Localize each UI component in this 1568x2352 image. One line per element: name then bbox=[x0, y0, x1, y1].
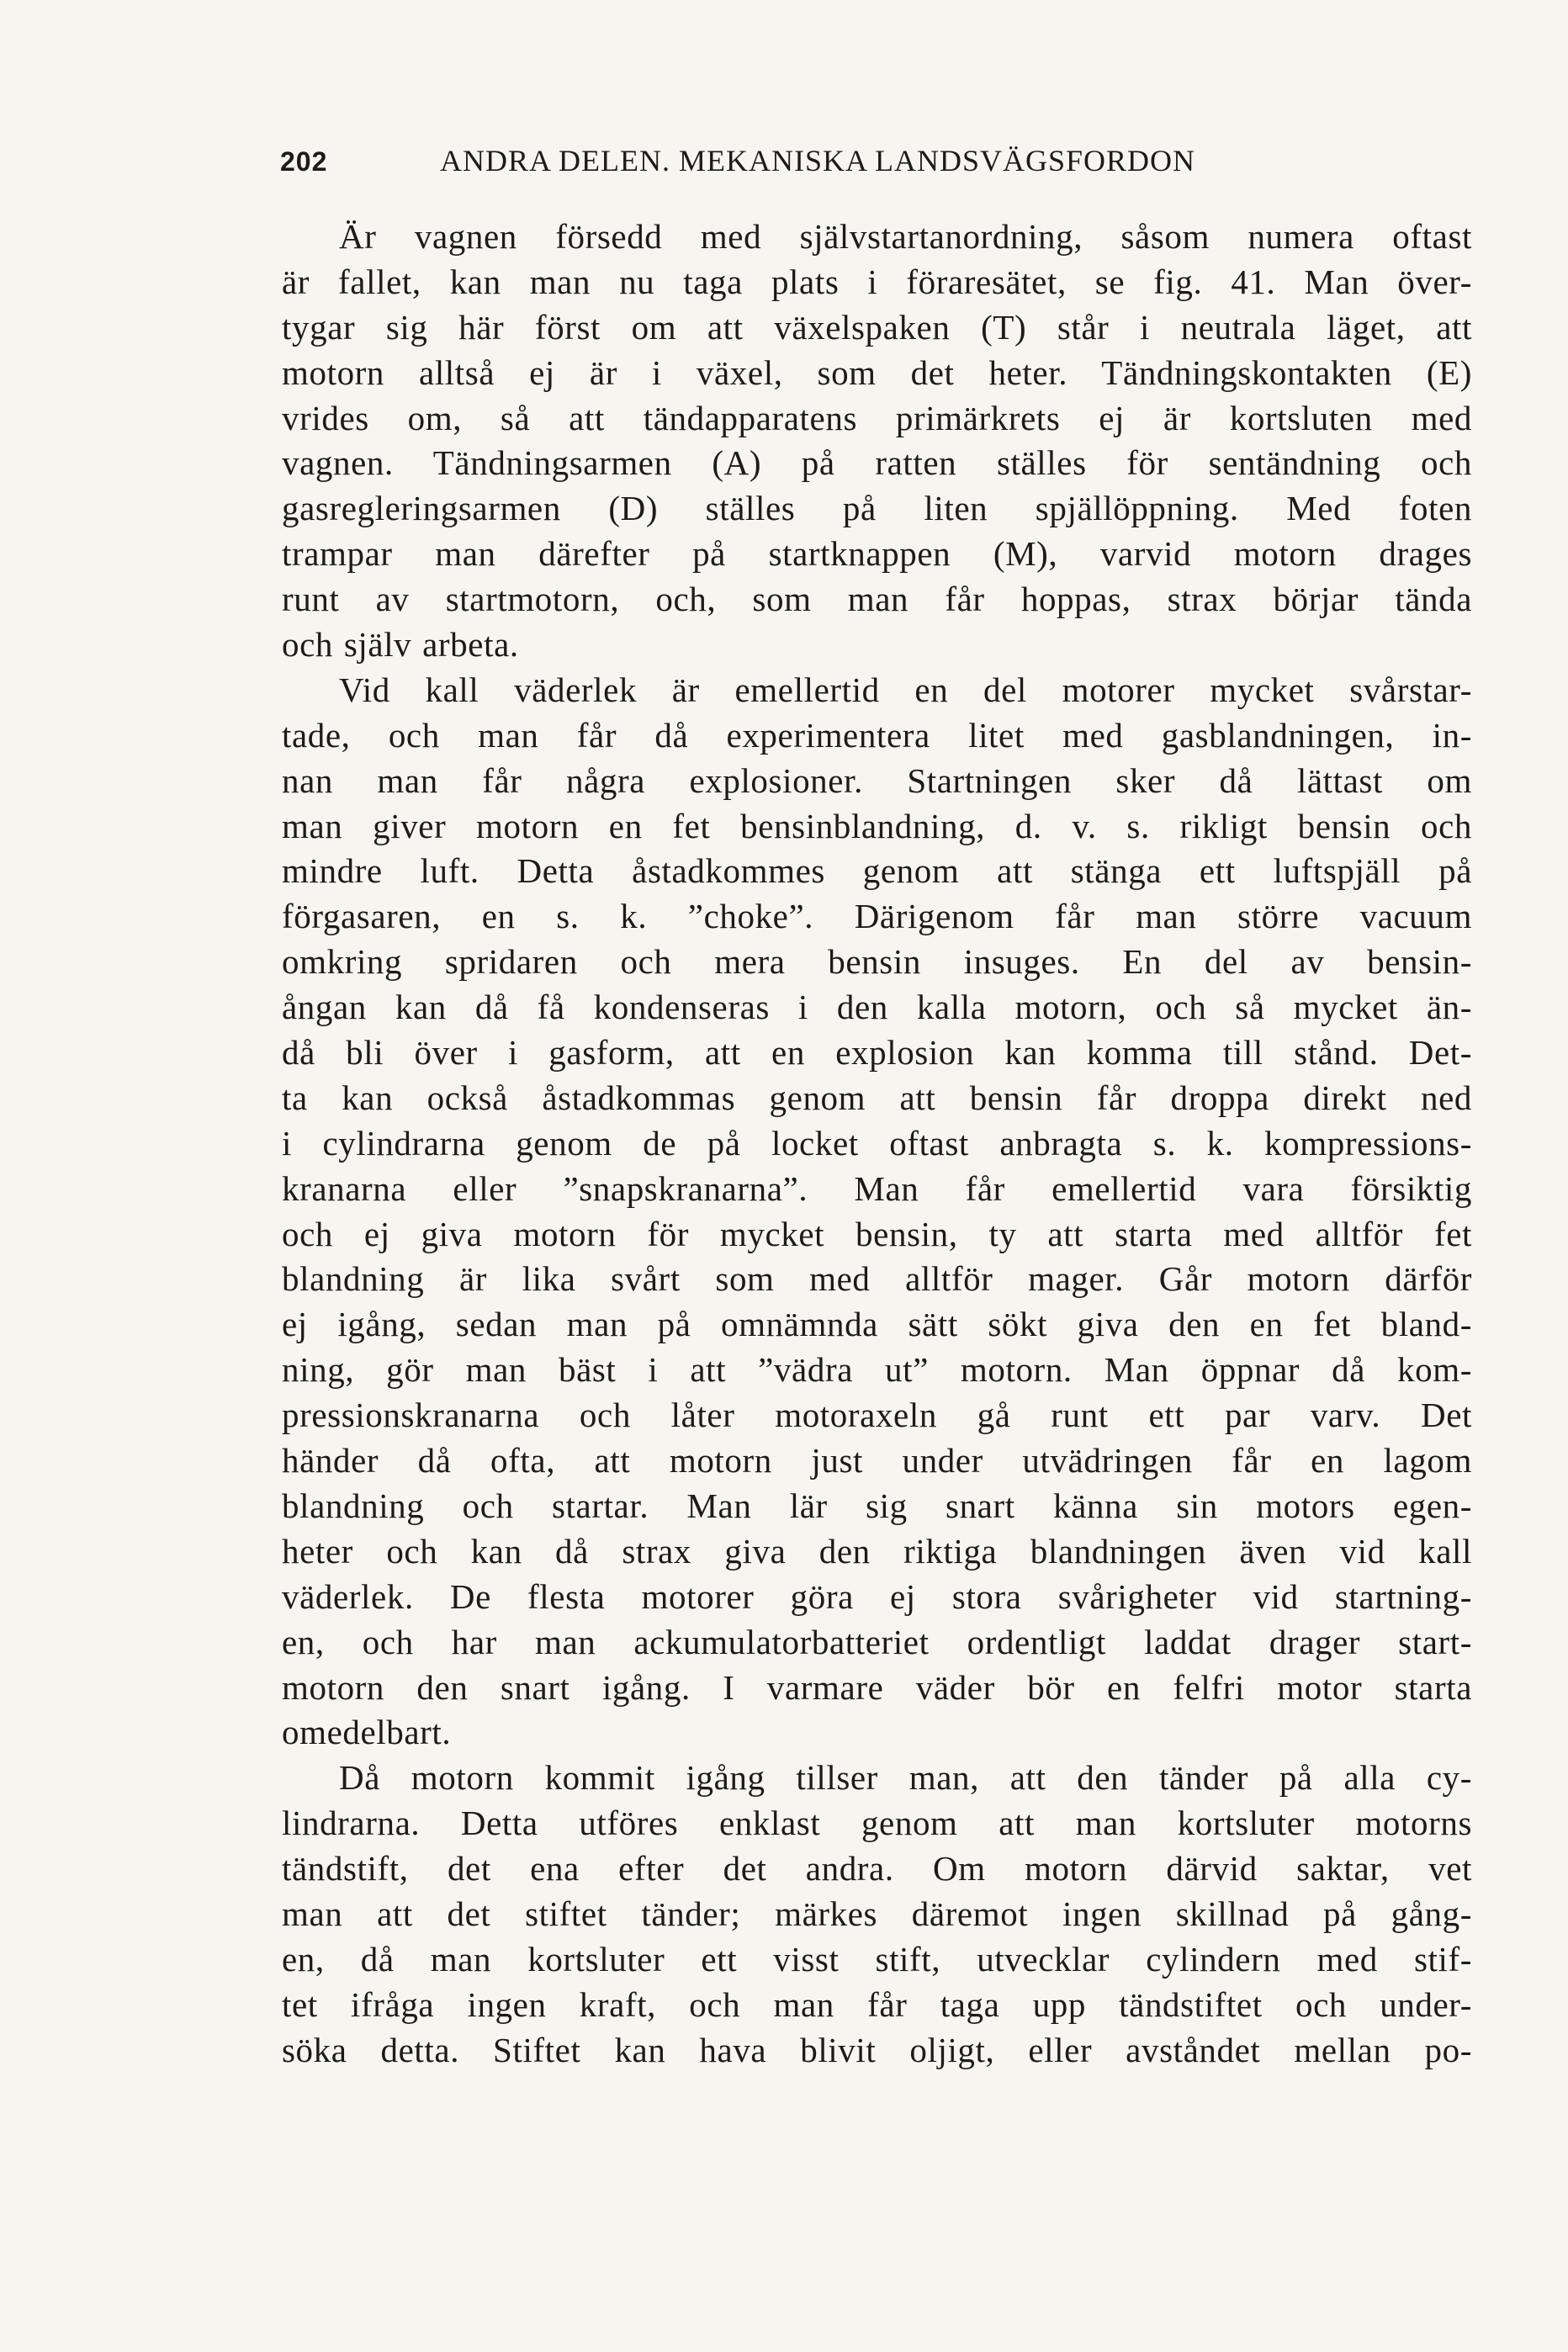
text-line: mindre luft. Detta åstadkommes genom att stänga ett luftspjäll på bbox=[282, 851, 1472, 891]
paragraph bbox=[282, 215, 1472, 668]
text-line: förgasaren, en s. k. ”choke”. Därigenom får man större vacuum bbox=[282, 897, 1472, 936]
text-line: runt av startmotorn, och, som man får hoppas, strax börjar tända bbox=[282, 580, 1472, 619]
text-line: Vid kall väderlek är emellertid en del motorer mycket svårstar- bbox=[339, 670, 1472, 709]
text-line: och själv arbeta. bbox=[282, 625, 519, 665]
text-line: omedelbart. bbox=[282, 1713, 452, 1752]
text-line: är fallet, kan man nu taga plats i föraresätet, se fig. 41. Man över- bbox=[282, 262, 1472, 301]
text-line: då bli över i gasform, att en explosion kan komma till stånd. Det- bbox=[282, 1033, 1472, 1073]
text-line: blandning och startar. Man lär sig snart känna sin motors egen- bbox=[282, 1486, 1472, 1525]
text-line: motorn alltså ej är i växel, som det heter. Tändningskontakten (E) bbox=[282, 352, 1472, 392]
text-line: ångan kan då få kondenseras i den kalla motorn, och så mycket än- bbox=[282, 988, 1472, 1027]
text-line: gasregleringsarmen (D) ställes på liten spjällöppning. Med foten bbox=[282, 489, 1472, 528]
text-line: tet ifråga ingen kraft, och man får taga upp tändstiftet och under- bbox=[282, 1984, 1472, 2024]
text-line: heter och kan då strax giva den riktiga blandningen även vid kall bbox=[282, 1531, 1472, 1571]
paragraph bbox=[282, 1756, 1472, 2073]
page-number: 202 bbox=[280, 146, 328, 177]
text-line: tändstift, det ena efter det andra. Om motorn därvid saktar, vet bbox=[282, 1849, 1472, 1888]
text-line: omkring spridaren och mera bensin insuges. En del av bensin- bbox=[282, 942, 1472, 982]
text-line: kranarna eller ”snapskranarna”. Man får emellertid vara försiktig bbox=[282, 1168, 1472, 1208]
text-line: en, och har man ackumulatorbatteriet ordentligt laddat drager start- bbox=[282, 1622, 1472, 1661]
text-line: vrides om, så att tändapparatens primärkrets ej är kortsluten med bbox=[282, 398, 1472, 437]
text-line: man giver motorn en fet bensinblandning, d. v. s. rikligt bensin och bbox=[282, 806, 1472, 845]
text-line: trampar man därefter på startknappen (M), varvid motorn drages bbox=[282, 534, 1472, 574]
text-line: ej igång, sedan man på omnämnda sätt sökt giva den en fet bland- bbox=[282, 1305, 1472, 1344]
page-header bbox=[280, 143, 1475, 185]
text-line: motorn den snart igång. I varmare väder bör en felfri motor starta bbox=[282, 1667, 1472, 1707]
paragraph bbox=[282, 668, 1472, 1756]
text-line: ning, gör man bäst i att ”vädra ut” motorn. Man öppnar då kom- bbox=[282, 1350, 1472, 1390]
text-line: lindrarna. Detta utföres enklast genom att man kortsluter motorns bbox=[282, 1804, 1472, 1843]
text-line: tygar sig här först om att växelspaken (T) står i neutrala läget, att bbox=[282, 307, 1472, 347]
text-line: händer då ofta, att motorn just under utvädringen får en lagom bbox=[282, 1441, 1472, 1481]
text-line: en, då man kortsluter ett visst stift, utvecklar cylindern med stif- bbox=[282, 1939, 1472, 1979]
text-line: man att det stiftet tänder; märkes däremot ingen skillnad på gång- bbox=[282, 1894, 1472, 1933]
body-text bbox=[282, 215, 1472, 2074]
text-line: ta kan också åstadkommas genom att bensin får droppa direkt ned bbox=[282, 1078, 1472, 1117]
text-line: i cylindrarna genom de på locket oftast anbragta s. k. kompressions- bbox=[282, 1123, 1472, 1163]
text-line: vagnen. Tändningsarmen (A) på ratten ställes för sentändning och bbox=[282, 443, 1472, 483]
text-line: nan man får några explosioner. Startningen sker då lättast om bbox=[282, 760, 1472, 800]
text-line: blandning är lika svårt som med alltför mager. Går motorn därför bbox=[282, 1259, 1472, 1299]
running-title: ANDRA DELEN. MEKANISKA LANDSVÄGSFORDON bbox=[440, 144, 1196, 177]
text-line: Då motorn kommit igång tillser man, att den tänder på alla cy- bbox=[339, 1758, 1472, 1798]
text-line: pressionskranarna och låter motoraxeln gå runt ett par varv. Det bbox=[282, 1396, 1472, 1435]
text-line: Är vagnen försedd med självstartanordning, såsom numera oftast bbox=[339, 217, 1472, 256]
text-line: väderlek. De flesta motorer göra ej stora svårigheter vid startning- bbox=[282, 1576, 1472, 1616]
text-line: söka detta. Stiftet kan hava blivit oljigt, eller avståndet mellan po- bbox=[282, 2030, 1472, 2069]
text-line: tade, och man får då experimentera litet med gasblandningen, in- bbox=[282, 715, 1472, 755]
text-line: och ej giva motorn för mycket bensin, ty att starta med alltför fet bbox=[282, 1214, 1472, 1253]
